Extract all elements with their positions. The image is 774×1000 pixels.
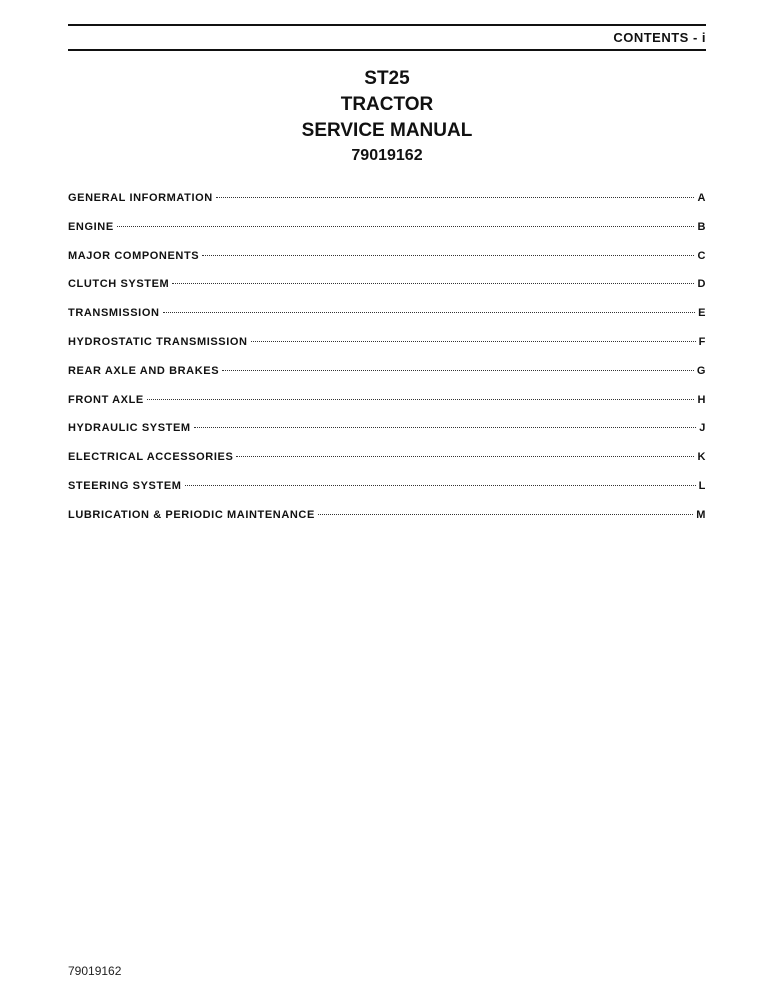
toc-entry-title: FRONT AXLE xyxy=(68,393,144,406)
toc-entry-section: C xyxy=(697,249,706,262)
toc-leader-dots xyxy=(194,427,697,428)
toc-entry-section: K xyxy=(697,451,706,464)
toc-entry-front-axle[interactable] xyxy=(68,394,706,423)
toc-entry-section: E xyxy=(698,307,706,320)
toc-entry-rear-axle-and-brakes[interactable] xyxy=(68,365,706,394)
toc-entry-title: HYDROSTATIC TRANSMISSION xyxy=(68,335,248,348)
toc-entry-title: REAR AXLE AND BRAKES xyxy=(68,364,220,377)
toc-entry-section: H xyxy=(697,393,706,406)
toc-entry-section: B xyxy=(697,220,706,233)
toc-entry-engine[interactable] xyxy=(68,221,706,250)
toc-leader-dots xyxy=(202,255,694,256)
toc-entry-title: LUBRICATION & PERIODIC MAINTENANCE xyxy=(68,508,315,521)
toc-entry-title: ELECTRICAL ACCESSORIES xyxy=(68,451,234,464)
toc-entry-title: TRANSMISSION xyxy=(68,307,160,320)
toc-entry-general-information[interactable] xyxy=(68,192,706,221)
toc-entry-section: A xyxy=(697,192,706,204)
toc-leader-dots xyxy=(147,399,695,400)
top-rule xyxy=(68,24,706,26)
footer-part-number: 79019162 xyxy=(68,964,122,978)
toc-entry-electrical-accessories[interactable] xyxy=(68,451,706,480)
toc-entry-lubrication-periodic-maintenance[interactable] xyxy=(68,509,706,538)
model-title: ST25 xyxy=(364,68,410,89)
toc-leader-dots xyxy=(163,312,696,313)
product-title: TRACTOR xyxy=(340,94,434,115)
toc-leader-dots xyxy=(251,341,696,342)
header-rule xyxy=(68,49,706,51)
toc-entry-hydraulic-system[interactable] xyxy=(68,422,706,451)
toc-leader-dots xyxy=(117,226,695,227)
toc-entry-title: GENERAL INFORMATION xyxy=(68,192,213,204)
page-header-label: CONTENTS - i xyxy=(613,30,706,45)
toc-entry-title: MAJOR COMPONENTS xyxy=(68,249,200,262)
toc-entry-section: J xyxy=(699,422,706,435)
toc-leader-dots xyxy=(222,370,694,371)
toc-entry-transmission[interactable] xyxy=(68,307,706,336)
toc-entry-major-components[interactable] xyxy=(68,250,706,279)
toc-entry-section: L xyxy=(698,479,706,492)
toc-entry-title: HYDRAULIC SYSTEM xyxy=(68,422,191,435)
toc-entry-section: D xyxy=(697,278,706,291)
toc-entry-title: CLUTCH SYSTEM xyxy=(68,278,170,291)
toc-entry-clutch-system[interactable] xyxy=(68,278,706,307)
toc-leader-dots xyxy=(216,197,695,198)
toc-leader-dots xyxy=(185,485,696,486)
toc-entry-steering-system[interactable] xyxy=(68,480,706,509)
toc-leader-dots xyxy=(236,456,694,457)
part-number-title: 79019162 xyxy=(351,147,423,164)
toc-leader-dots xyxy=(318,514,693,515)
doc-type-title: SERVICE MANUAL xyxy=(301,120,473,141)
toc-leader-dots xyxy=(172,283,694,284)
toc-entry-section: G xyxy=(696,364,706,377)
toc-entry-section: F xyxy=(698,335,706,348)
toc-entry-title: ENGINE xyxy=(68,220,114,233)
toc-entry-section: M xyxy=(696,508,706,521)
toc-entry-title: STEERING SYSTEM xyxy=(68,479,182,492)
title-block xyxy=(68,66,706,168)
toc-entry-hydrostatic-transmission[interactable] xyxy=(68,336,706,365)
table-of-contents xyxy=(68,192,706,538)
